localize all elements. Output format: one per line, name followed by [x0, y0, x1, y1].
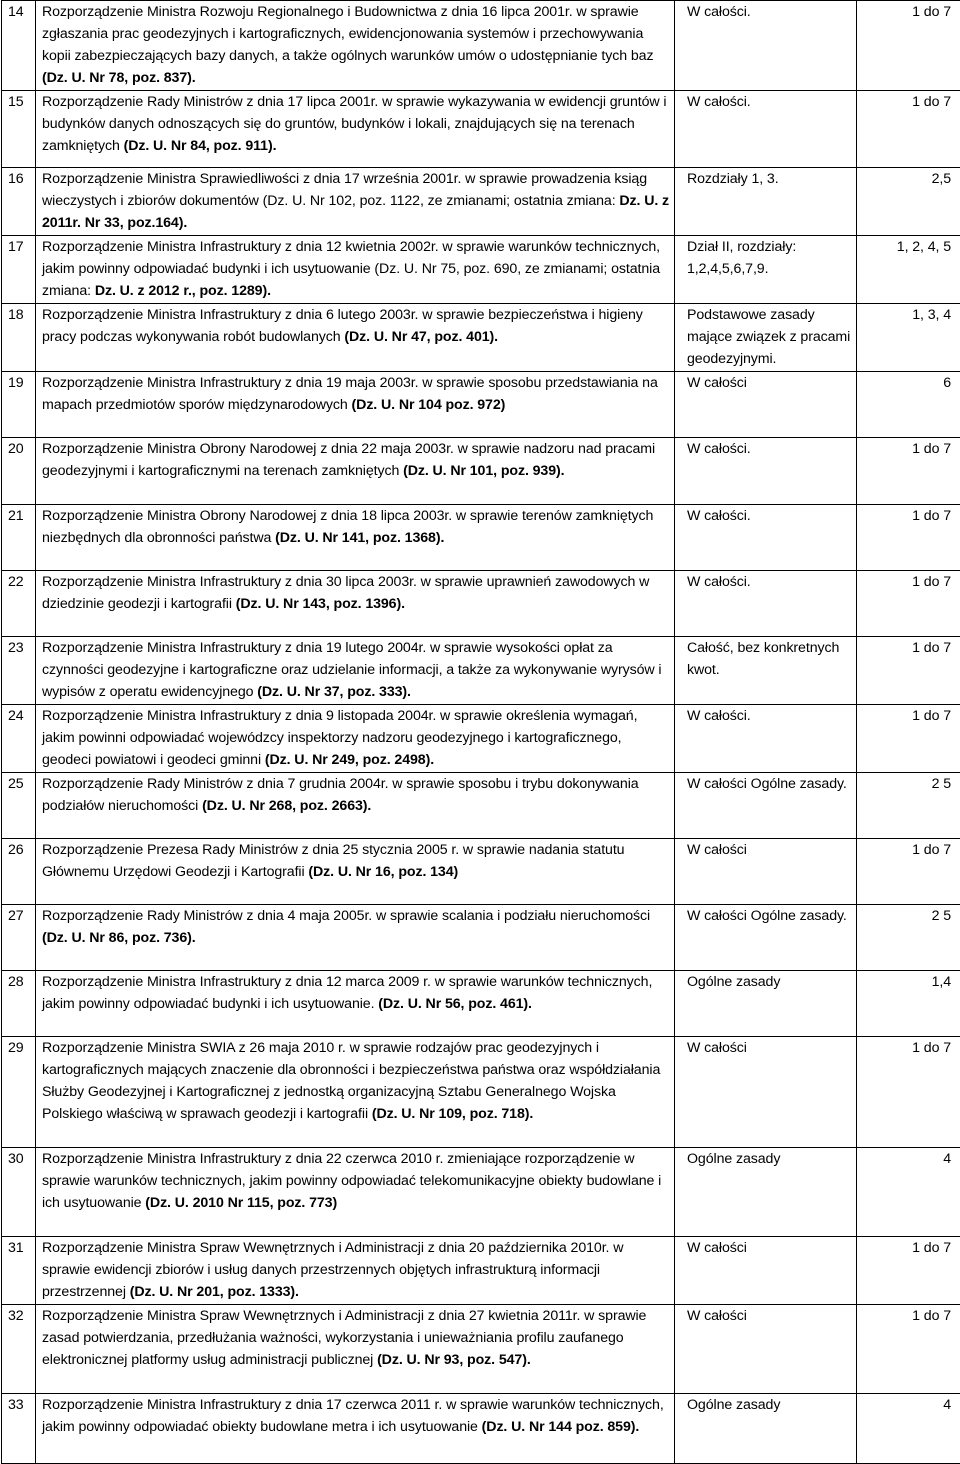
row-number: 32 [2, 1305, 36, 1394]
regulation-description [36, 372, 675, 438]
table-row [2, 505, 960, 571]
regulation-title: Rozporządzenie Ministra Infrastruktury z dnia 12 marca 2009 r. w sprawie warunków technicznych, jakim powinny odpowiadać budynki i ich usytuowanie. [42, 974, 652, 1012]
regulation-description [36, 168, 675, 236]
chapters-cell: 2 5 [857, 773, 960, 839]
journal-reference: (Dz. U. Nr 37, poz. 333). [257, 684, 411, 700]
chapters-cell: 1 do 7 [857, 438, 960, 505]
table-row [2, 773, 960, 839]
chapters-cell: 1 do 7 [857, 1237, 960, 1305]
scope-cell: Całość, bez konkretnych kwot. [675, 637, 857, 705]
regulation-title: Rozporządzenie Ministra Infrastruktury z dnia 19 lutego 2004r. w sprawie wysokości opłat za czynności geodezyjne i kartograficzne oraz udzielanie informacji, a także za wykonywanie wyrysów i wypisów z operatu ewidencyjnego [42, 640, 661, 700]
regulation-description [36, 1394, 675, 1464]
chapters-cell: 1 do 7 [857, 571, 960, 637]
chapters-cell: 1, 3, 4 [857, 304, 960, 372]
journal-reference: (Dz. U. Nr 86, poz. 736). [42, 930, 196, 946]
regulation-description [36, 839, 675, 905]
table-row [2, 637, 960, 705]
table-row [2, 1237, 960, 1305]
scope-cell: W całości. [675, 1, 857, 91]
table-row [2, 1, 960, 91]
journal-reference: (Dz. U. 2010 Nr 115, poz. 773) [145, 1195, 337, 1211]
journal-reference: (Dz. U. Nr 78, poz. 837). [42, 70, 196, 86]
row-number: 20 [2, 438, 36, 505]
regulation-title: Rozporządzenie Rady Ministrów z dnia 7 grudnia 2004r. w sprawie sposobu i trybu dokonywania podziałów nieruchomości [42, 776, 639, 814]
chapters-cell: 1 do 7 [857, 705, 960, 773]
chapters-cell: 1 do 7 [857, 1, 960, 91]
regulation-description [36, 236, 675, 304]
regulation-title: Rozporządzenie Ministra Spraw Wewnętrznych i Administracji z dnia 20 października 2010r. w sprawie ewidencji zbiorów i usług danych przestrzennych objętych infrastrukturą informacji przestrzennej [42, 1240, 623, 1300]
regulations-table [1, 0, 960, 1464]
scope-cell: W całości Ogólne zasady. [675, 905, 857, 971]
journal-reference: (Dz. U. Nr 249, poz. 2498). [265, 752, 434, 768]
scope-cell: W całości [675, 1305, 857, 1394]
scope-cell: W całości. [675, 571, 857, 637]
journal-reference: (Dz. U. Nr 84, poz. 911). [124, 138, 277, 154]
regulation-description [36, 905, 675, 971]
row-number: 29 [2, 1037, 36, 1148]
table-row [2, 1394, 960, 1464]
journal-reference: (Dz. U. Nr 201, poz. 1333). [130, 1284, 299, 1300]
chapters-cell: 1 do 7 [857, 1037, 960, 1148]
table-row [2, 1148, 960, 1237]
scope-cell: W całości. [675, 438, 857, 505]
regulation-title: Rozporządzenie Ministra SWIA z 26 maja 2010 r. w sprawie rodzajów prac geodezyjnych i kartograficznych mających znaczenie dla obronności i bezpieczeństwa państwa oraz współdziałania Służby Geodezyjnej i Kartograficznej z jednostką organizacyjną Sztabu Generalnego Wojska Polskiego właściwą w sprawach geodezji i kartografii [42, 1040, 660, 1122]
row-number: 27 [2, 905, 36, 971]
table-row [2, 971, 960, 1037]
regulation-title: Rozporządzenie Ministra Infrastruktury z dnia 9 listopada 2004r. w sprawie określenia wymagań, jakim powinni odpowiadać wojewódzcy inspektorzy nadzoru geodezyjnego i kartograficznego, geodeci powiatowi i geodeci gminni [42, 708, 637, 768]
row-number: 30 [2, 1148, 36, 1237]
journal-reference: Dz. U. z 2011r. Nr 33, poz.164). [42, 193, 669, 231]
scope-cell: Ogólne zasady [675, 1148, 857, 1237]
scope-cell: W całości [675, 1037, 857, 1148]
regulation-title: Rozporządzenie Ministra Infrastruktury z dnia 12 kwietnia 2002r. w sprawie warunków technicznych, jakim powinny odpowiadać budynki i ich usytuowanie (Dz. U. Nr 75, poz. 690, ze zmianami; ostatnia zmiana: [42, 239, 660, 299]
table-row [2, 905, 960, 971]
chapters-cell: 1 do 7 [857, 839, 960, 905]
row-number: 23 [2, 637, 36, 705]
regulation-description [36, 971, 675, 1037]
journal-reference: (Dz. U. Nr 268, poz. 2663). [202, 798, 371, 814]
regulation-description [36, 1148, 675, 1237]
journal-reference: (Dz. U. Nr 144 poz. 859). [482, 1419, 640, 1435]
row-number: 14 [2, 1, 36, 91]
journal-reference: Dz. U. z 2012 r., poz. 1289). [95, 283, 271, 299]
chapters-cell: 1, 2, 4, 5 [857, 236, 960, 304]
regulation-title: Rozporządzenie Rady Ministrów z dnia 17 lipca 2001r. w sprawie wykazywania w ewidencji gruntów i budynków danych odnoszących się do gruntów, budynków i lokali, znajdujących się na terenach zamkniętych [42, 94, 666, 154]
row-number: 22 [2, 571, 36, 637]
table-row [2, 839, 960, 905]
journal-reference: (Dz. U. Nr 109, poz. 718). [372, 1106, 533, 1122]
row-number: 28 [2, 971, 36, 1037]
chapters-cell: 4 [857, 1148, 960, 1237]
journal-reference: (Dz. U. Nr 104 poz. 972) [352, 397, 506, 413]
row-number: 19 [2, 372, 36, 438]
scope-cell: Ogólne zasady [675, 971, 857, 1037]
scope-cell: Dział II, rozdziały: 1,2,4,5,6,7,9. [675, 236, 857, 304]
table-row [2, 304, 960, 372]
regulation-description [36, 505, 675, 571]
row-number: 21 [2, 505, 36, 571]
table-row [2, 236, 960, 304]
regulations-table-body [2, 1, 960, 1464]
scope-cell: Rozdziały 1, 3. [675, 168, 857, 236]
journal-reference: (Dz. U. Nr 143, poz. 1396). [236, 596, 405, 612]
chapters-cell: 1 do 7 [857, 91, 960, 168]
regulation-title: Rozporządzenie Ministra Infrastruktury z dnia 30 lipca 2003r. w sprawie uprawnień zawodowych w dziedzinie geodezji i kartografii [42, 574, 649, 612]
regulation-title: Rozporządzenie Ministra Sprawiedliwości z dnia 17 września 2001r. w sprawie prowadzenia ksiąg wieczystych i zbiorów dokumentów (Dz. U. Nr 102, poz. 1122, ze zmianami; ostatnia zmiana: [42, 171, 647, 209]
table-row [2, 571, 960, 637]
scope-cell: W całości [675, 1237, 857, 1305]
chapters-cell: 6 [857, 372, 960, 438]
scope-cell: Ogólne zasady [675, 1394, 857, 1464]
regulation-description [36, 1, 675, 91]
row-number: 17 [2, 236, 36, 304]
journal-reference: (Dz. U. Nr 47, poz. 401). [344, 329, 498, 345]
regulation-description [36, 1305, 675, 1394]
table-row [2, 91, 960, 168]
regulation-title: Rozporządzenie Rady Ministrów z dnia 4 maja 2005r. w sprawie scalania i podziału nieruchomości [42, 908, 650, 924]
row-number: 33 [2, 1394, 36, 1464]
chapters-cell: 4 [857, 1394, 960, 1464]
scope-cell: W całości. [675, 505, 857, 571]
journal-reference: (Dz. U. Nr 16, poz. 134) [308, 864, 458, 880]
row-number: 15 [2, 91, 36, 168]
scope-cell: W całości [675, 372, 857, 438]
regulation-title: Rozporządzenie Ministra Infrastruktury z dnia 17 czerwca 2011 r. w sprawie warunków technicznych, jakim powinny odpowiadać obiekty budowlane metra i ich usytuowanie [42, 1397, 664, 1435]
scope-cell: W całości Ogólne zasady. [675, 773, 857, 839]
journal-reference: (Dz. U. Nr 101, poz. 939). [403, 463, 564, 479]
scope-cell: W całości. [675, 705, 857, 773]
scope-cell: W całości [675, 839, 857, 905]
regulation-description [36, 773, 675, 839]
regulation-title: Rozporządzenie Ministra Infrastruktury z dnia 19 maja 2003r. w sprawie sposobu przedstawiania na mapach przedmiotów sporów międzynarodowych [42, 375, 658, 413]
row-number: 31 [2, 1237, 36, 1305]
regulation-title: Rozporządzenie Prezesa Rady Ministrów z dnia 25 stycznia 2005 r. w sprawie nadania statutu Głównemu Urzędowi Geodezji i Kartografii [42, 842, 624, 880]
chapters-cell: 1 do 7 [857, 505, 960, 571]
scope-cell: Podstawowe zasady mające związek z pracami geodezyjnymi. [675, 304, 857, 372]
table-row [2, 1305, 960, 1394]
regulation-title: Rozporządzenie Ministra Obrony Narodowej z dnia 18 lipca 2003r. w sprawie terenów zamkniętych niezbędnych dla obronności państwa [42, 508, 653, 546]
table-row [2, 372, 960, 438]
table-row [2, 168, 960, 236]
regulation-description [36, 1037, 675, 1148]
regulation-description [36, 705, 675, 773]
journal-reference: (Dz. U. Nr 56, poz. 461). [378, 996, 532, 1012]
regulation-description [36, 571, 675, 637]
row-number: 25 [2, 773, 36, 839]
journal-reference: (Dz. U. Nr 141, poz. 1368). [275, 530, 444, 546]
row-number: 18 [2, 304, 36, 372]
row-number: 24 [2, 705, 36, 773]
regulation-title: Rozporządzenie Ministra Rozwoju Regionalnego i Budownictwa z dnia 16 lipca 2001r. w sprawie zgłaszania prac geodezyjnych i kartograficznych, ewidencjonowania systemów i przechowywania kopii zabezpieczających bazy danych, a także ogólnych warunków umów o udostępnianie tych baz [42, 4, 653, 64]
chapters-cell: 2 5 [857, 905, 960, 971]
regulation-description [36, 637, 675, 705]
chapters-cell: 1 do 7 [857, 637, 960, 705]
regulation-description [36, 91, 675, 168]
regulation-description [36, 1237, 675, 1305]
chapters-cell: 2,5 [857, 168, 960, 236]
chapters-cell: 1,4 [857, 971, 960, 1037]
table-row [2, 438, 960, 505]
table-row [2, 1037, 960, 1148]
chapters-cell: 1 do 7 [857, 1305, 960, 1394]
regulation-title: Rozporządzenie Ministra Obrony Narodowej z dnia 22 maja 2003r. w sprawie nadzoru nad pracami geodezyjnymi i kartograficznymi na terenach zamkniętych [42, 441, 655, 479]
regulation-title: Rozporządzenie Ministra Infrastruktury z dnia 22 czerwca 2010 r. zmieniające rozporządzenie w sprawie warunków technicznych, jakim powinny odpowiadać telekomunikacyjne obiekty budowlane i ich usytuowanie [42, 1151, 661, 1211]
scope-cell: W całości. [675, 91, 857, 168]
regulation-title: Rozporządzenie Ministra Infrastruktury z dnia 6 lutego 2003r. w sprawie bezpieczeństwa i higieny pracy podczas wykonywania robót budowlanych [42, 307, 643, 345]
row-number: 16 [2, 168, 36, 236]
row-number: 26 [2, 839, 36, 905]
regulation-description [36, 438, 675, 505]
regulation-title: Rozporządzenie Ministra Spraw Wewnętrznych i Administracji z dnia 27 kwietnia 2011r. w sprawie zasad potwierdzania, przedłużania ważności, wykorzystania i unieważniania profilu zaufanego elektronicznej platformy usług administracji publicznej [42, 1308, 646, 1368]
regulation-description [36, 304, 675, 372]
table-row [2, 705, 960, 773]
journal-reference: (Dz. U. Nr 93, poz. 547). [377, 1352, 531, 1368]
